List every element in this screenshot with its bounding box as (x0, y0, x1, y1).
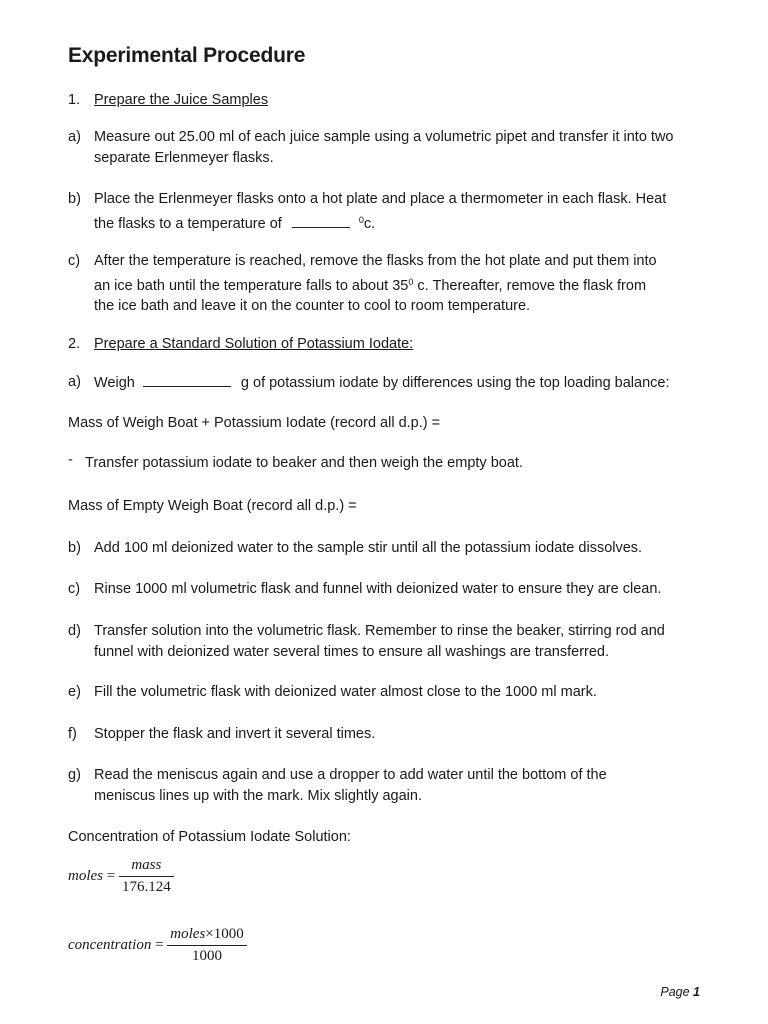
section-1-heading (68, 90, 708, 111)
weigh-prompt: Weigh (94, 375, 135, 391)
page-footer (660, 985, 700, 999)
step-label: f) (68, 726, 77, 742)
mass-empty-boat-label: Mass of Empty Weigh Boat (record all d.p.) = (68, 498, 357, 514)
formula-fraction (119, 857, 174, 896)
step-label: g) (68, 767, 81, 783)
temperature-prompt: the flasks to a temperature of (94, 215, 282, 232)
step-1a (68, 127, 708, 168)
section-number: 1. (68, 92, 81, 108)
mass-boat-iodate-label: Mass of Weigh Boat + Potassium Iodate (record all d.p.) = (68, 415, 441, 431)
step-text-line: funnel with deionized water several times to ensure all washings are transferred. (94, 643, 610, 660)
weigh-instruction: g of potassium iodate by differences using the top loading balance: (240, 375, 670, 391)
section-2-heading (68, 334, 708, 355)
step-text: Fill the volumetric flask with deionized water almost close to the 1000 ml mark. (94, 684, 597, 700)
formula-numerator: mass (119, 857, 174, 877)
step-2f (68, 724, 708, 745)
formula-lhs: concentration (68, 936, 152, 953)
step-text-line: After the temperature is reached, remove the flasks from the hot plate and put them into (94, 253, 657, 269)
formula-numerator-operator: ×1000 (205, 926, 244, 942)
step-label: c) (68, 253, 81, 269)
dash-marker: - (68, 452, 73, 468)
concentration-formula (68, 926, 247, 965)
moles-formula (68, 857, 174, 896)
step-text-fragment: an ice bath until the temperature falls to about 35 (94, 277, 409, 294)
step-2b (68, 538, 708, 559)
dash-step-text: Transfer potassium iodate to beaker and then weigh the empty boat. (85, 455, 523, 471)
formula-numerator (167, 926, 246, 946)
step-text-line: Place the Erlenmeyer flasks onto a hot plate and place a thermometer in each flask. Heat (94, 191, 667, 207)
step-label: a) (68, 129, 81, 145)
step-text-line (94, 210, 708, 235)
formula-equals: = (155, 936, 164, 953)
formula-lhs: moles (68, 867, 103, 884)
step-label: d) (68, 623, 81, 639)
step-text-line: Transfer solution into the volumetric flask. Remember to rinse the beaker, stirring rod and (94, 623, 665, 639)
step-label: e) (68, 684, 81, 700)
step-2a (68, 372, 708, 394)
dash-step (68, 452, 523, 471)
step-text-line: meniscus lines up with the mark. Mix slightly again. (94, 787, 422, 804)
step-2g (68, 765, 708, 806)
formula-fraction (167, 926, 246, 965)
step-text-line (94, 372, 708, 394)
temperature-blank[interactable] (292, 213, 350, 228)
step-2e (68, 682, 708, 703)
formula-denominator: 176.124 (121, 879, 171, 895)
degree-superscript: 0 (408, 276, 414, 287)
step-text-line: Read the meniscus again and use a dropper to add water until the bottom of the (94, 767, 607, 783)
concentration-heading: Concentration of Potassium Iodate Solution: (68, 829, 351, 845)
step-label: c) (68, 581, 81, 597)
temperature-unit: c. (363, 215, 376, 232)
step-2d (68, 621, 708, 662)
step-text-line: the ice bath and leave it on the counter to cool to room temperature. (94, 298, 531, 314)
step-1b (68, 189, 708, 234)
mass-blank[interactable] (143, 372, 231, 387)
step-label: a) (68, 374, 81, 390)
formula-numerator-variable: moles (170, 926, 206, 942)
step-text: Rinse 1000 ml volumetric flask and funnel with deionized water to ensure they are clean. (94, 581, 662, 597)
page-title: Experimental Procedure (68, 44, 306, 67)
step-1c (68, 251, 708, 317)
step-text: Stopper the flask and invert it several times. (94, 726, 376, 742)
degree-superscript: 0 (358, 214, 364, 225)
step-text: Measure out 25.00 ml of each juice sample using a volumetric pipet and transfer it into two separate Erlenmeyer flasks. (94, 129, 674, 166)
formula-equals: = (106, 867, 116, 884)
page-label: Page (660, 985, 690, 999)
section-heading: Prepare the Juice Samples (94, 92, 269, 108)
step-label: b) (68, 191, 81, 207)
section-heading: Prepare a Standard Solution of Potassium Iodate: (94, 336, 414, 352)
step-label: b) (68, 540, 81, 556)
step-text: Add 100 ml deionized water to the sample stir until all the potassium iodate dissolves. (94, 540, 643, 556)
section-number: 2. (68, 336, 81, 352)
formula-denominator: 1000 (192, 948, 223, 964)
page-number: 1 (693, 985, 700, 999)
step-2c (68, 579, 708, 600)
step-text-fragment: c. Thereafter, remove the flask from (413, 277, 647, 294)
step-text-line (94, 272, 708, 297)
